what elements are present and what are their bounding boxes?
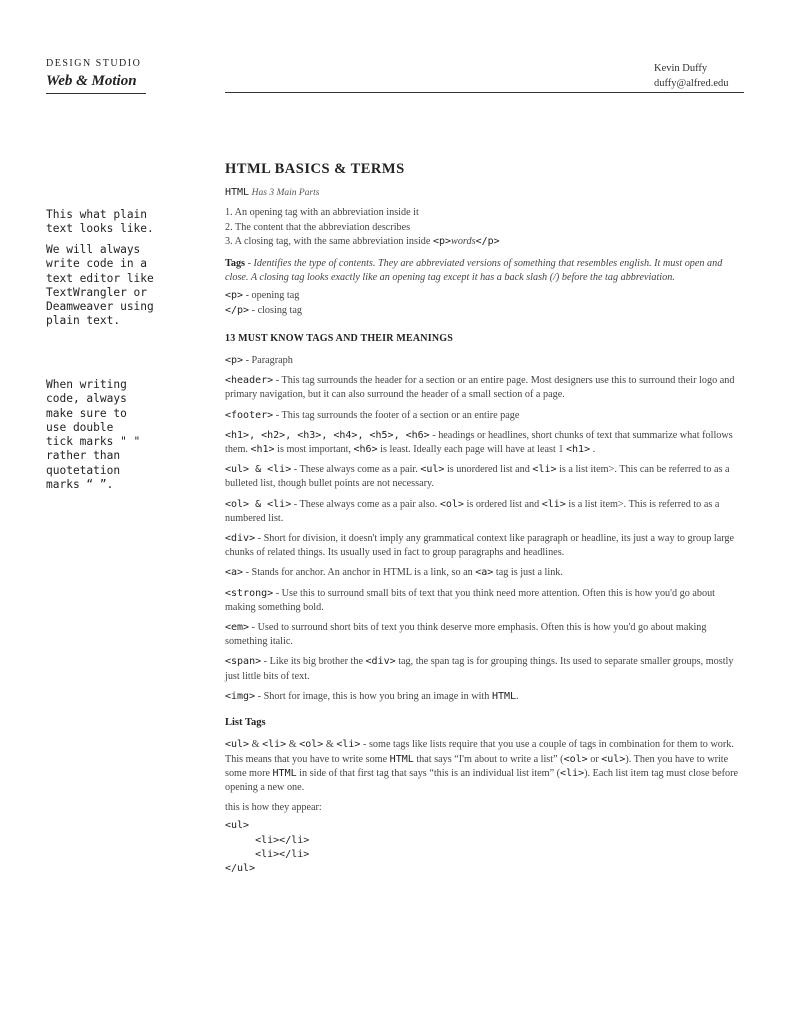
opening-tag-example: <p> - opening tag [225,290,300,302]
closing-tag-example: </p> - closing tag [225,304,303,316]
tags-definition: Tags - Identifies the type of contents. They are abbreviated versions of something that resembles english. It must open and close. A closing tag looks exactly like an opening tag except it has a back slash (/) before the tag abbreviation. [225,258,723,284]
tag-ul: <ul> & <li> - These always come as a pair. <ul> is unordered list and <li> is a list item>. This can be referred to as a bulleted list, though bullet points are not necessary. [225,464,730,490]
list-tags-description: <ul> & <li> & <ol> & <li> - some tags like lists require that you use a couple of tags in combination for them to work. This means that you have to write some HTML that says “I'm about to write a list” (<ol> or <ul>). Then you have to write some more HTML in side of that first tag that says “this is an individual list item” (<li>). Each list item tag must close before opening a new one. [225,739,739,793]
main-content [225,162,745,877]
author-info [654,61,729,91]
sidebar-note-tick-marks: When writing code, always make sure to use double tick marks " " rather than quotetation marks “ ”. [46,378,141,492]
sidebar-note-plain-text: This what plain text looks like. [46,208,154,236]
page-title: HTML BASICS & TERMS [225,161,405,177]
tag-strong: <strong> - Use this to surround small bits of text that you think need more attention. Often this is how you'd go about making something bold. [225,587,715,613]
studio-label: DESIGN STUDIO [46,58,142,69]
tag-header: <header> - This tag surrounds the header for a section or an entire page. Most designers use this to surround their logo and primary navigation, but it can also surround the header of a small section of a page. [225,375,735,401]
part-2: 2. The content that the abbreviation describes [225,221,411,233]
course-header [46,58,146,94]
tag-p: <p> - Paragraph [225,355,293,367]
sidebar-note-text-editor: We will always write code in a text editor like TextWrangler or Deamweaver using plain text. [46,243,154,328]
header-divider [225,92,744,93]
tag-ol: <ol> & <li> - These always come as a pair also. <ol> is ordered list and <li> is a list item>. This is referred to as a numbered list. [225,498,720,524]
tag-footer: <footer> - This tag surrounds the footer of a section or an entire page [225,409,520,421]
subtitle: HTML Has 3 Main Parts [225,187,320,199]
course-title: Web & Motion [46,73,146,94]
list-tags-heading: List Tags [225,717,266,729]
tag-span: <span> - Like its big brother the <div> tag, the span tag is for grouping things. Its used to separate smaller groups, mostly just little bits of text. [225,656,734,682]
tag-em: <em> - Used to surround short bits of text you think deserve more emphasis. Often this is how you'd go about making something italic. [225,622,707,648]
must-know-heading: 13 MUST KNOW TAGS AND THEIR MEANINGS [225,332,453,344]
list-appear-label: this is how they appear: [225,802,322,814]
author-name: Kevin Duffy [654,63,708,74]
tag-headings: <h1>, <h2>, <h3>, <h4>, <h5>, <h6> - headings or headlines, short chunks of text that summarize what follows them. <h1> is most important, <h6> is least. Ideally each page will have at least 1 <h1> . [225,429,733,456]
tag-img: <img> - Short for image, this is how you bring an image in with HTML. [225,690,519,702]
html-parts-list [225,206,745,249]
author-email: duffy@alfred.edu [654,78,729,89]
tag-a: <a> - Stands for anchor. An anchor in HTML is a link, so an <a> tag is just a link. [225,567,563,579]
list-code-example: <ul> <li></li> <li></li> </ul> [225,820,310,875]
part-1: 1. An opening tag with an abbreviation inside it [225,207,419,219]
tag-div: <div> - Short for division, it doesn't imply any grammatical context like paragraph or headline, its just a way to group large chunks of related things. Its usually used in fact to group paragraphs and headlines. [225,533,735,559]
part-3: 3. A closing tag, with the same abbreviation inside <p>words</p> [225,235,500,247]
